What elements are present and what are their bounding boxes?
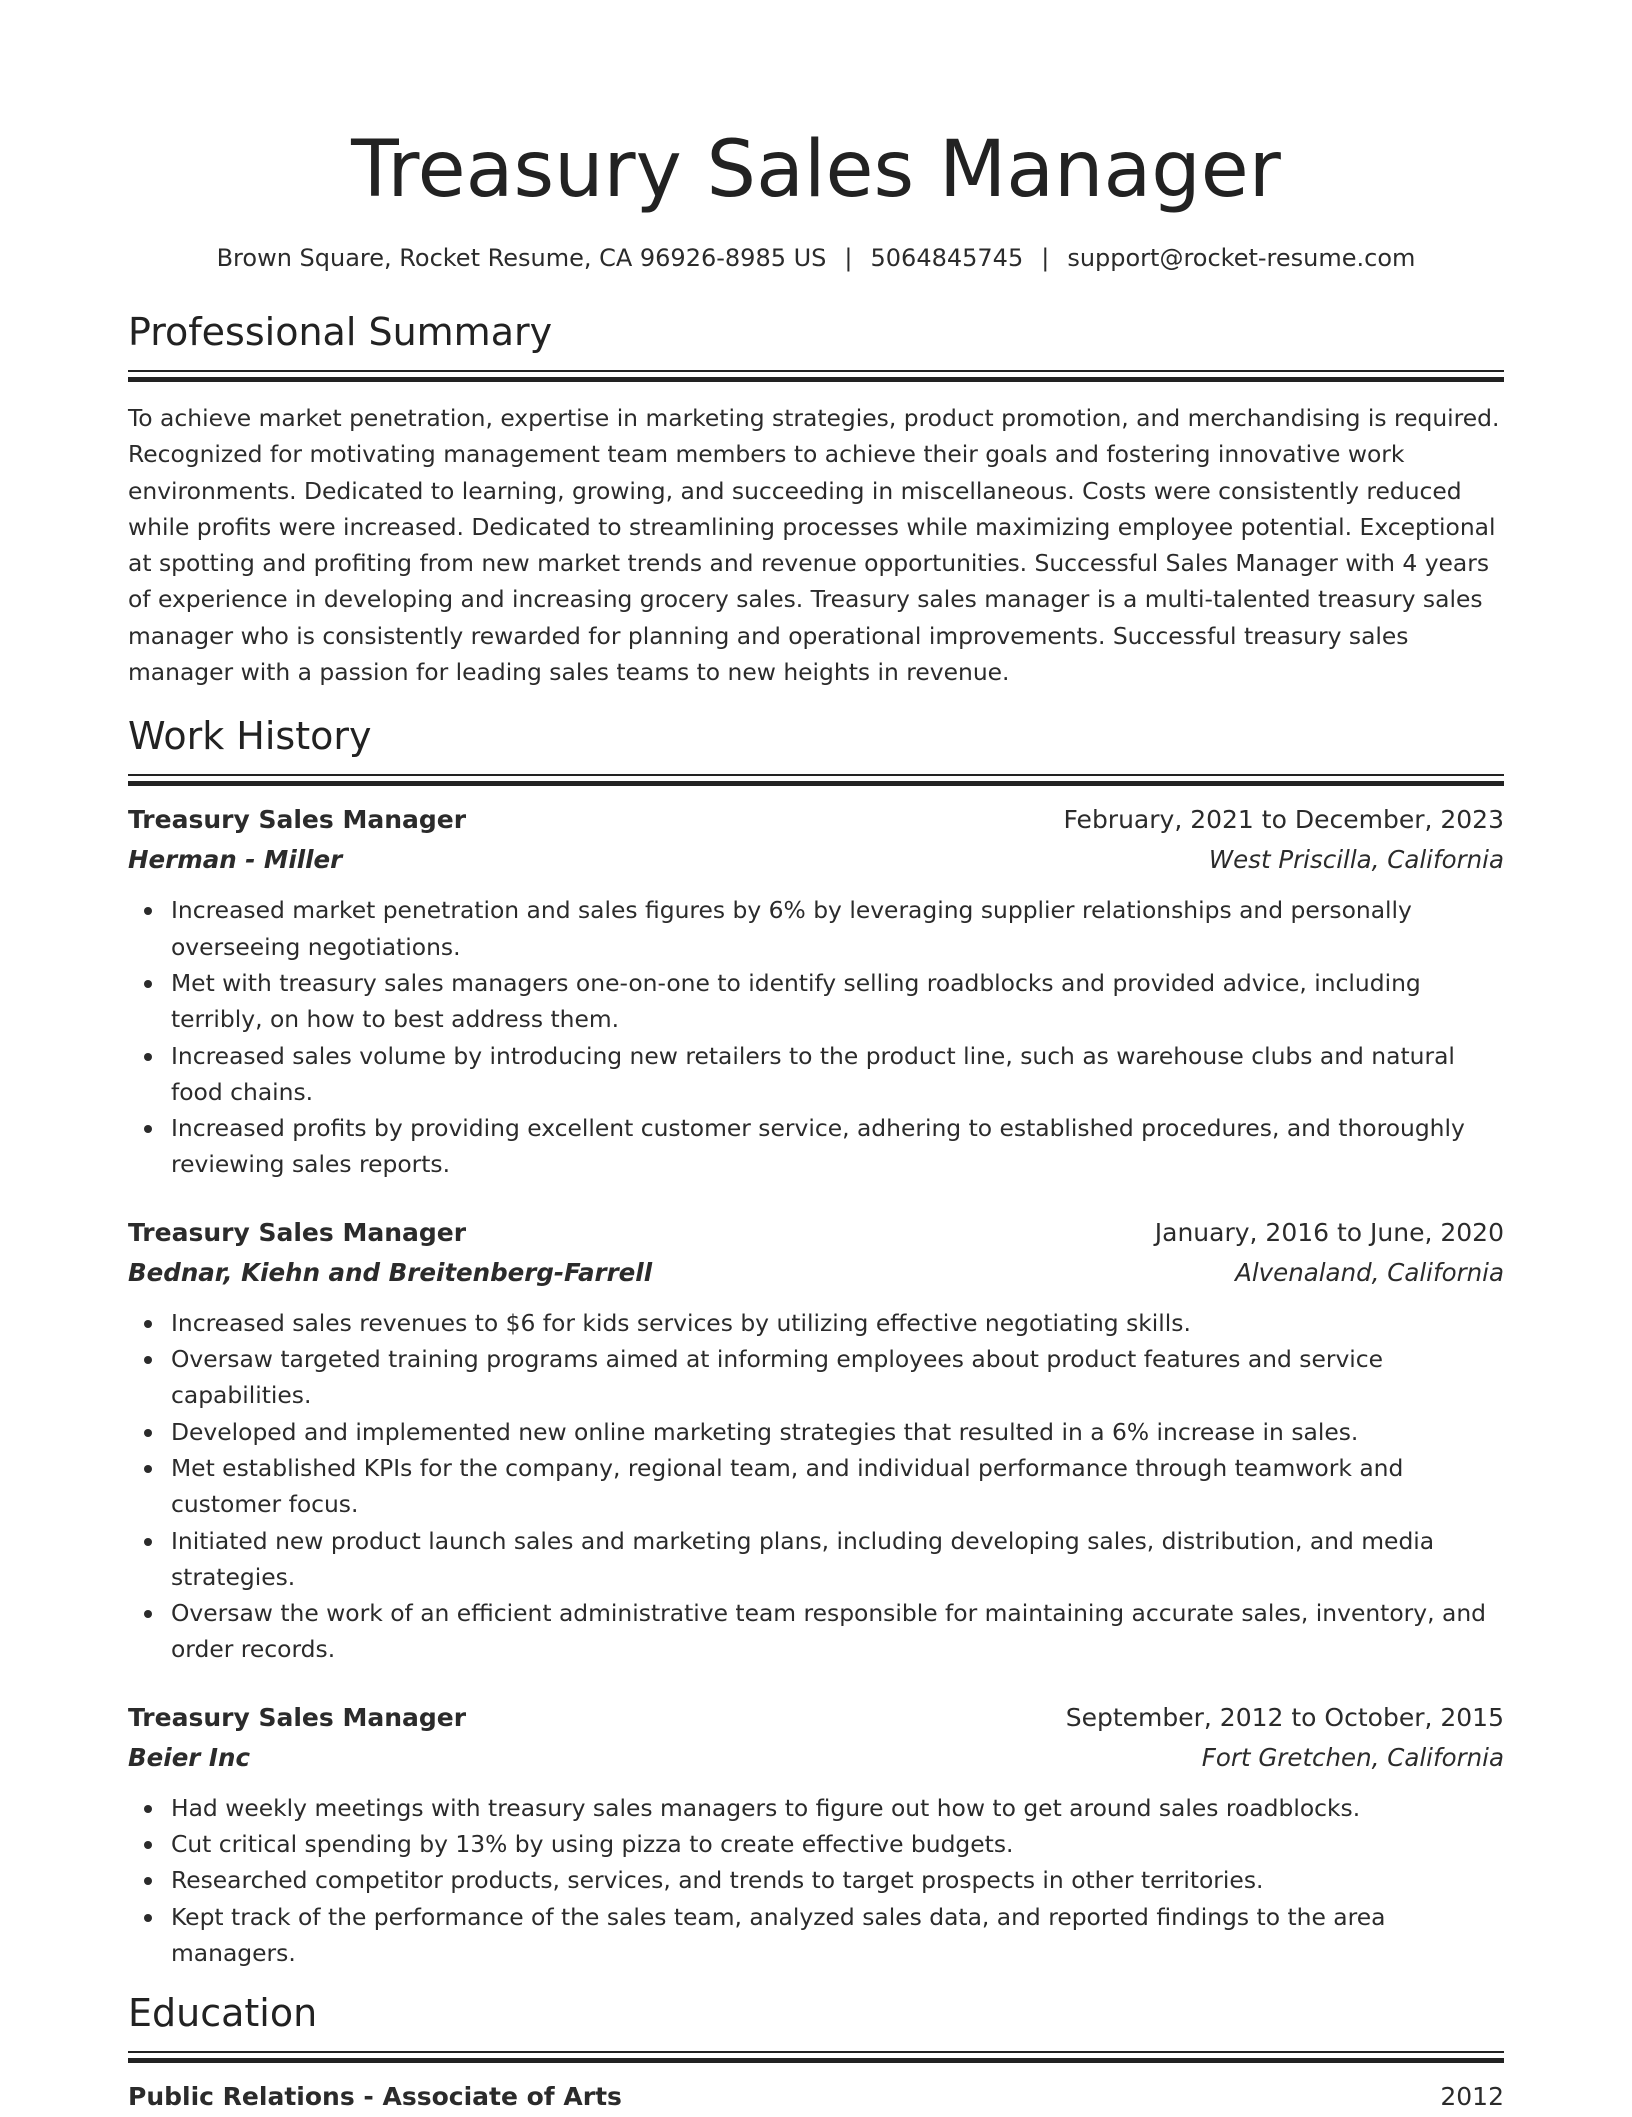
section-divider bbox=[128, 2051, 1504, 2063]
job-location: West Priscilla, California bbox=[1208, 845, 1504, 875]
job-bullet-list bbox=[128, 1790, 1504, 1971]
job-entry bbox=[128, 800, 1504, 1182]
bullet-dot-icon bbox=[144, 1877, 152, 1885]
job-company: Bednar, Kiehn and Breitenberg-Farrell bbox=[128, 1257, 653, 1287]
bullet-dot-icon bbox=[144, 1125, 152, 1133]
bullet-dot-icon bbox=[144, 1465, 152, 1473]
summary-text: To achieve market penetration, expertise in marketing strategies, product promotion, and merchandising is required. Recognized for motivating management team members to achieve their goals and fostering innovative work environments. Dedicated to learning, growing, and succeeding in miscellaneous. Costs were consistently reduced while profits were increased. Dedicated to streamlining processes while maximizing employee potential. Exceptional at spotting and profiting from new market trends and revenue opportunities. Successful Sales Manager with 4 years of experience in developing and increasing grocery sales. Treasury sales manager is a multi-talented treasury sales manager who is consistently rewarded for planning and operational improvements. Successful treasury sales manager with a passion for leading sales teams to new heights in revenue. bbox=[128, 404, 1500, 687]
job-bullet-text: Met with treasury sales managers one-on-one to identify selling roadblocks and provided advice, including terribly, on how to best address them. bbox=[171, 968, 1421, 1034]
job-bullet-text: Increased market penetration and sales figures by 6% by leveraging supplier relationships and personally overseeing negotiations. bbox=[171, 896, 1412, 961]
job-company-row bbox=[128, 1253, 1504, 1293]
job-bullet bbox=[171, 965, 1504, 1038]
job-bullet-text: Developed and implemented new online marketing strategies that resulted in a 6% increase in sales. bbox=[171, 1417, 1359, 1446]
bullet-dot-icon bbox=[144, 1356, 152, 1364]
bullet-dot-icon bbox=[144, 1429, 152, 1437]
job-bullet-list bbox=[128, 892, 1504, 1182]
section-title-education: Education bbox=[128, 1991, 318, 2036]
job-bullet bbox=[171, 892, 1504, 965]
job-dates: September, 2012 to October, 2015 bbox=[1065, 1702, 1504, 1732]
contact-phone: 5064845745 bbox=[870, 244, 1024, 272]
bullet-dot-icon bbox=[144, 1914, 152, 1922]
job-company: Herman - Miller bbox=[128, 845, 343, 875]
job-bullet bbox=[171, 1341, 1504, 1414]
job-bullet-list bbox=[128, 1305, 1504, 1668]
candidate-name: Treasury Sales Manager bbox=[351, 125, 1281, 215]
job-bullet bbox=[171, 1414, 1504, 1450]
job-bullet-text: Increased sales revenues to $6 for kids services by utilizing effective negotiating skills. bbox=[171, 1308, 1191, 1337]
education-section bbox=[128, 1989, 1504, 2117]
contact-separator: | bbox=[1041, 244, 1050, 272]
job-title: Treasury Sales Manager bbox=[128, 1702, 467, 1732]
section-divider bbox=[128, 370, 1504, 382]
section-title-work-history: Work History bbox=[128, 714, 372, 759]
job-bullet bbox=[171, 1862, 1504, 1898]
job-bullet bbox=[171, 1899, 1504, 1972]
job-bullet bbox=[171, 1595, 1504, 1668]
job-company-row bbox=[128, 1738, 1504, 1778]
contact-line bbox=[128, 242, 1504, 274]
job-bullet-text: Met established KPIs for the company, regional team, and individual performance through teamwork and customer focus. bbox=[171, 1453, 1404, 1519]
job-header-row bbox=[128, 800, 1504, 840]
job-bullet bbox=[171, 1450, 1504, 1523]
contact-email: support@rocket-resume.com bbox=[1067, 244, 1416, 272]
bullet-dot-icon bbox=[144, 1538, 152, 1546]
job-bullet-text: Increased sales volume by introducing new retailers to the product line, such as warehouse clubs and natural food chains. bbox=[171, 1041, 1455, 1106]
bullet-dot-icon bbox=[144, 980, 152, 988]
job-bullet-text: Oversaw targeted training programs aimed at informing employees about product features and service capabilities. bbox=[171, 1345, 1384, 1410]
job-bullet-text: Researched competitor products, services, and trends to target prospects in other territories. bbox=[171, 1866, 1264, 1895]
job-bullet bbox=[171, 1523, 1504, 1596]
education-year: 2012 bbox=[1440, 2082, 1504, 2112]
job-bullet bbox=[171, 1038, 1504, 1111]
resume-page bbox=[128, 0, 1504, 2117]
job-entry bbox=[128, 1213, 1504, 1668]
job-header-row bbox=[128, 1213, 1504, 1253]
bullet-dot-icon bbox=[144, 1841, 152, 1849]
job-bullet-text: Kept track of the performance of the sales team, analyzed sales data, and reported findings to the area managers. bbox=[171, 1902, 1386, 1967]
job-dates: February, 2021 to December, 2023 bbox=[1063, 805, 1504, 835]
job-bullet-text: Increased profits by providing excellent customer service, adhering to established procedures, and thoroughly reviewing sales reports. bbox=[171, 1114, 1465, 1179]
job-bullet bbox=[171, 1826, 1504, 1862]
job-bullet bbox=[171, 1110, 1504, 1183]
contact-separator: | bbox=[844, 244, 853, 272]
job-bullet-text: Oversaw the work of an efficient administrative team responsible for maintaining accurate sales, inventory, and order records. bbox=[171, 1599, 1487, 1664]
job-dates: January, 2016 to June, 2020 bbox=[1154, 1217, 1504, 1247]
bullet-dot-icon bbox=[144, 907, 152, 915]
job-bullet-text: Cut critical spending by 13% by using pizza to create effective budgets. bbox=[171, 1830, 1014, 1859]
job-bullet bbox=[171, 1305, 1504, 1341]
bullet-dot-icon bbox=[144, 1805, 152, 1813]
job-entry bbox=[128, 1698, 1504, 1971]
job-bullet-text: Had weekly meetings with treasury sales managers to figure out how to get around sales roadblocks. bbox=[171, 1793, 1361, 1822]
job-header-row bbox=[128, 1698, 1504, 1738]
job-title: Treasury Sales Manager bbox=[128, 1217, 467, 1247]
section-title-summary: Professional Summary bbox=[128, 310, 553, 354]
job-bullet-text: Initiated new product launch sales and marketing plans, including developing sales, distribution, and media strategies. bbox=[171, 1526, 1435, 1591]
job-location: Fort Gretchen, California bbox=[1201, 1742, 1504, 1772]
job-title: Treasury Sales Manager bbox=[128, 805, 467, 835]
section-divider bbox=[128, 774, 1504, 786]
bullet-dot-icon bbox=[144, 1610, 152, 1618]
job-location: Alvenaland, California bbox=[1235, 1257, 1504, 1287]
education-degree: Public Relations - Associate of Arts bbox=[128, 2082, 622, 2112]
job-company-row bbox=[128, 840, 1504, 880]
summary-section bbox=[128, 308, 1504, 690]
contact-address: Brown Square, Rocket Resume, CA 96926-8985 US bbox=[216, 244, 827, 272]
bullet-dot-icon bbox=[144, 1053, 152, 1061]
job-company: Beier Inc bbox=[128, 1742, 250, 1772]
work-history-section bbox=[128, 712, 1504, 1971]
job-bullet bbox=[171, 1790, 1504, 1826]
bullet-dot-icon bbox=[144, 1320, 152, 1328]
education-entry bbox=[128, 2077, 1504, 2117]
